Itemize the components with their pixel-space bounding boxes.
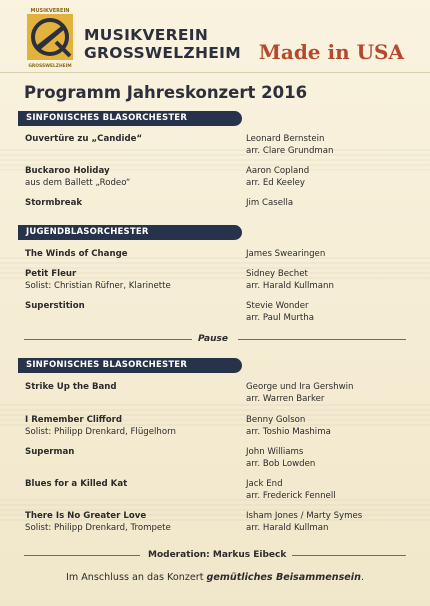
logo-text-top: MUSIKVEREIN [30,8,70,14]
arranger: arr. Toshio Mashima [246,426,331,437]
footer-note [0,572,430,583]
composer: Aaron Copland [246,166,310,176]
soloist: Solist: Christian Rüfner, Klarinette [25,280,171,291]
composer: John Williams [246,447,304,457]
composer: Jim Casella [246,198,294,208]
footer-text: Im Anschluss an das Konzert [66,572,207,583]
pause-divider [24,333,406,345]
piece-note: aus dem Ballett „Rodeo“ [25,177,131,188]
header-divider [0,72,430,73]
composer: Sidney Bechet [246,269,308,279]
pause-label: Pause [198,334,228,344]
composer: George und Ira Gershwin [246,382,354,392]
piece-title: Strike Up the Band [25,382,117,392]
piece-title: Petit Fleur [25,269,77,279]
page-title: Programm Jahreskonzert 2016 [24,83,308,102]
section-heading-jugend: JUGENDBLASORCHESTER [18,225,242,240]
composer: Benny Golson [246,415,306,425]
arranger: arr. Clare Grundman [246,145,334,156]
arranger: arr. Harald Kullmann [246,280,334,291]
soloist: Solist: Philipp Drenkard, Trompete [25,522,171,533]
arranger: arr. Harald Kullman [246,522,329,533]
moderation-divider [24,549,406,561]
page-header [0,0,430,74]
logo-text-bottom: GROSSWELZHEIM [28,64,72,68]
piece-title: Buckaroo Holiday [25,166,110,176]
composer: Isham Jones / Marty Symes [246,511,363,521]
club-name-line2: GROSSWELZHEIM [84,44,241,62]
moderation-label: Moderation: Markus Eibeck [148,550,287,560]
section-heading-sinfonisch-1: SINFONISCHES BLASORCHESTER [18,111,242,126]
piece-title: Superstition [25,301,85,311]
piece-title: Ouvertüre zu „Candide“ [25,134,143,144]
piece-title: There Is No Greater Love [25,511,147,521]
made-in-usa-headline: Made in USA [258,40,404,64]
club-name-line1: MUSIKVEREIN [84,26,209,44]
arranger: arr. Bob Lowden [246,458,316,469]
section-heading-sinfonisch-2: SINFONISCHES BLASORCHESTER [18,358,242,373]
arranger: arr. Ed Keeley [246,177,306,188]
composer: Jack End [246,479,283,489]
piece-title: I Remember Clifford [25,415,123,425]
divider-line-left [24,555,140,556]
composer: Leonard Bernstein [246,134,325,144]
piece-title: Stormbreak [25,198,83,208]
arranger: arr. Warren Barker [246,393,325,404]
arranger: arr. Frederick Fennell [246,490,336,501]
composer: James Swearingen [246,249,326,259]
divider-line-right [238,339,406,340]
divider-line-left [24,339,192,340]
arranger: arr. Paul Murtha [246,312,314,323]
piece-title: The Winds of Change [25,249,128,259]
musikverein-logo [26,6,74,68]
soloist: Solist: Philipp Drenkard, Flügelhorn [25,426,176,437]
club-name [84,26,241,62]
composer: Stevie Wonder [246,301,309,311]
piece-title: Blues for a Killed Kat [25,479,128,489]
piece-title: Superman [25,447,75,457]
footer-emphasis: gemütliches Beisammensein [206,572,361,583]
divider-line-right [292,555,406,556]
footer-period: . [360,572,364,583]
